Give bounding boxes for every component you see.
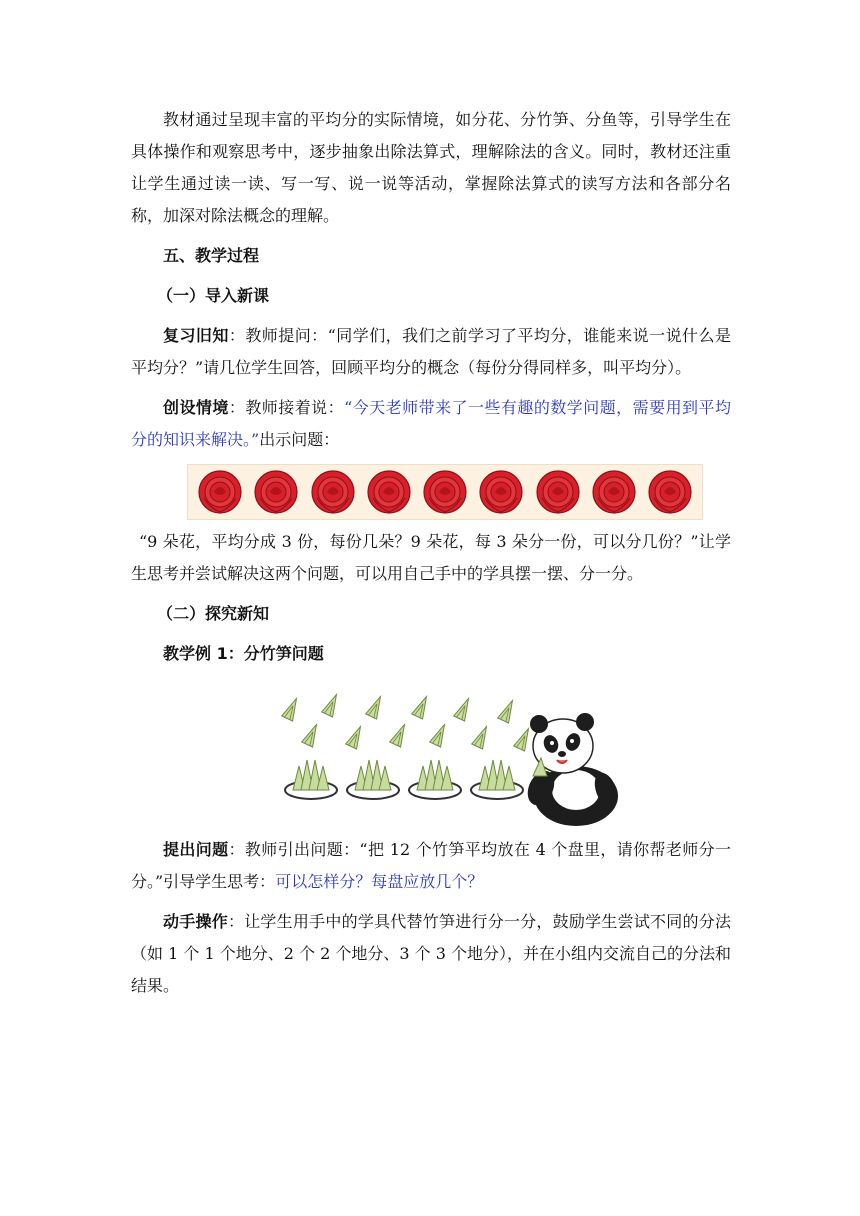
- rose-icon: [252, 468, 300, 516]
- problem-blue-text: 可以怎样分？每盘应放几个？: [275, 872, 484, 891]
- bamboo-shoot-icon: [282, 696, 302, 721]
- bamboo-panda-svg: [271, 678, 621, 828]
- intro-paragraph: 教材通过呈现丰富的平均分的实际情境，如分花、分竹笋、分鱼等，引导学生在具体操作和观察思考中，逐步抽象出除法算式，理解除法的含义。同时，教材还注重让学生通过读一读、写一写、说一说等活动，掌握除法算式的读写方法和各部分名称，加深对除法概念的理解。: [131, 110, 731, 225]
- bamboo-shoot-icon: [390, 722, 410, 747]
- rose-icon: [477, 468, 525, 516]
- flower-question-paragraph: “9 朵花，平均分成 3 份，每份几朵？9 朵花，每 3 朵分一份，可以分几份？”让学生思考并尝试解决这两个问题，可以用自己手中的学具摆一摆、分一分。: [131, 532, 731, 583]
- review-label: 复习旧知: [163, 326, 229, 345]
- rose-strip-image: [187, 464, 703, 520]
- hands-on-label: 动手操作: [163, 912, 228, 931]
- bamboo-shoot-icon: [412, 694, 432, 719]
- bamboo-panda-illustration: [271, 678, 621, 828]
- bamboo-shoot-icon: [514, 726, 534, 751]
- problem-text: ：教师引出问题：“把 12 个竹笋平均放在 4 个盘里，请你帮老师分一分。”引导学生思考：: [131, 840, 731, 891]
- plate-icon: [285, 760, 337, 799]
- situation-quote: “今天老师带来了一些有趣的数学问题，需要用到平均分的知识来解决。”: [131, 398, 731, 449]
- bamboo-shoot-icon: [430, 722, 450, 747]
- rose-icon: [646, 468, 694, 516]
- bamboo-shoot-icon: [366, 694, 386, 719]
- document-body: [131, 104, 731, 1010]
- hands-on-text: ：让学生用手中的学具代替竹笋进行分一分，鼓励学生尝试不同的分法（如 1 个 1 个地分、2 个 2 个地分、3 个 3 个地分），并在小组内交流自己的分法和结果。: [131, 912, 731, 995]
- subsection-heading-explore: （二）探究新知: [157, 604, 270, 623]
- panda-icon: [523, 713, 621, 826]
- example-title: 教学例 1：分竹笋问题: [163, 644, 324, 663]
- problem-label: 提出问题: [163, 840, 229, 859]
- situation-text-after: 出示问题：: [259, 430, 340, 449]
- review-text: ：教师提问：“同学们，我们之前学习了平均分，谁能来说一说什么是平均分？”请几位学生回答，回顾平均分的概念（每份分得同样多，叫平均分）。: [131, 326, 731, 377]
- rose-icon: [421, 468, 469, 516]
- plate-icon: [409, 760, 461, 799]
- bamboo-shoot-icon: [346, 724, 366, 749]
- bamboo-shoot-icon: [322, 692, 342, 717]
- plate-icon: [471, 760, 523, 799]
- situation-paragraph: [131, 392, 731, 456]
- plates-with-shoots: [285, 760, 523, 799]
- subsection-heading: （一）导入新课: [157, 286, 270, 305]
- bamboo-shoot-icon: [302, 722, 322, 747]
- bamboo-shoot-icon: [472, 724, 492, 749]
- bamboo-shoot-icon: [454, 696, 474, 721]
- problem-paragraph: [131, 834, 731, 898]
- review-paragraph: [131, 320, 731, 384]
- loose-bamboo-shoots: [282, 692, 534, 751]
- situation-text-before: ：教师接着说：: [228, 398, 345, 417]
- bamboo-shoot-icon: [498, 698, 518, 723]
- section-heading: 五、教学过程: [163, 246, 260, 265]
- plate-icon: [347, 760, 399, 799]
- rose-icon: [590, 468, 638, 516]
- situation-label: 创设情境: [163, 398, 229, 417]
- hands-on-paragraph: [131, 906, 731, 1002]
- rose-icon: [365, 468, 413, 516]
- rose-icon: [534, 468, 582, 516]
- rose-icon: [196, 468, 244, 516]
- rose-icon: [309, 468, 357, 516]
